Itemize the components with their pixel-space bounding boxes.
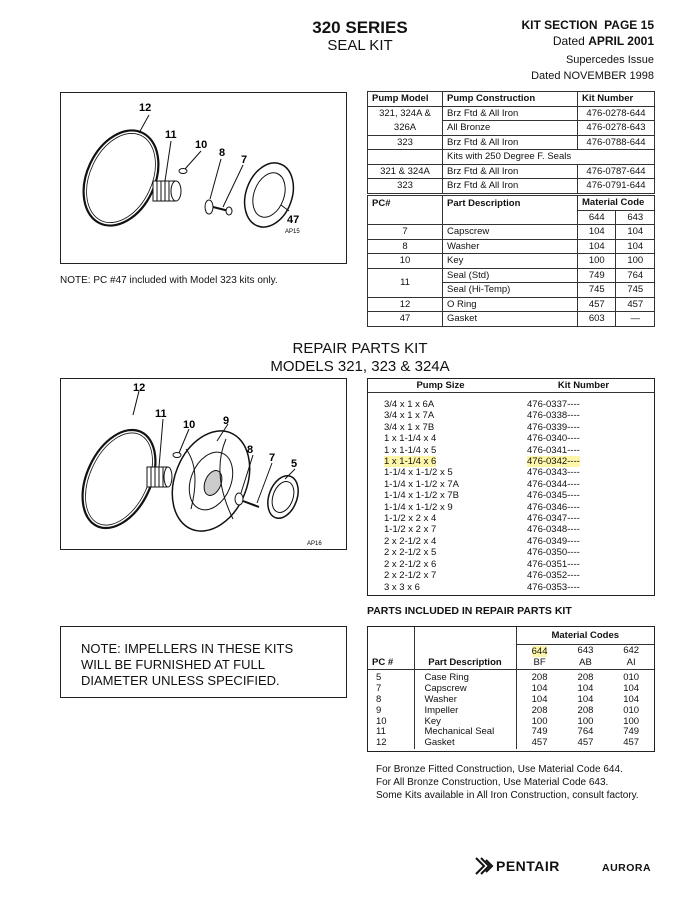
kit-number: 476-0346---- [527,501,580,513]
kit-number: 476-0350---- [527,547,580,559]
pc-number: 5 [368,670,414,684]
table-row [368,422,654,433]
seal-note: NOTE: PC #47 included with Model 323 kits only. [60,275,278,286]
repair-parts-table: Material Codes 644 643 642 PC # Part Description BF AB AI 5 Case Ring 208 208 010 7 Capscrew 104 104 104 8 Washer 104 104 104 9 Impeller 208 208 010 10 Key 100 100 100 11 Mechanical Seal 749 764 749 12 Gasket 457 457 457 [368,627,654,749]
repair-kit-diagram [60,378,347,550]
supercedes: Supercedes Issue [565,54,654,66]
table-row: Kits with 250 Degree F. Seals [368,150,655,165]
dated-value: APRIL 2001 [588,34,654,48]
code-644: 644 [531,645,548,657]
pump-size: 1-1/4 x 1-1/2 x 7B [384,490,459,502]
seal-kit-drawing [61,93,346,263]
pump-size: 3/4 x 1 x 6A [384,399,435,410]
repair-label-5: 5 [291,458,298,470]
kit-number: 476-0348---- [527,524,580,536]
col-pump-construction: Pump Construction [443,92,578,107]
col-part-description: Part Description [443,196,578,225]
col-part-description: Part Description [414,658,516,670]
pump-size: 1-1/4 x 1-1/2 x 7A [384,478,459,490]
part-description: Impeller [424,704,459,716]
table-row: 10 Key 100 100 [368,254,655,269]
seal-label-10: 10 [195,139,208,151]
pc-number: 11 [368,727,414,738]
col-pump-model: Pump Model [368,92,443,107]
pump-size: 1 x 1-1/4 x 6 [384,456,437,468]
table-row [368,536,654,547]
table-row [368,513,654,524]
pentair-logo-icon [474,856,494,876]
pump-size: 2 x 2-1/2 x 5 [384,547,437,559]
pump-size: 3/4 x 1 x 7A [384,410,435,422]
col-pc: PC# [368,196,443,225]
part-description: Key [424,715,441,727]
seal-label-12: 12 [139,102,152,114]
page-header-info [521,17,654,84]
table-row: 321, 324A & Brz Ftd & All Iron 476-0278-644 [368,106,655,121]
table-row: Seal (Hi-Temp) 745 745 [368,283,655,298]
table-row [368,524,654,535]
table-row: 5 Case Ring 208 208 010 [368,670,654,684]
table-row: 10 Key 100 100 100 [368,717,654,728]
col-kit-number: Kit Number [513,379,654,393]
part-description: Case Ring [424,672,469,684]
repair-label-9: 9 [223,415,230,427]
kit-section-label: KIT SECTION [521,18,598,32]
table-row: 12 O Ring 457 457 [368,297,655,312]
impeller-note: NOTE: IMPELLERS IN THESE KITS WILL BE FURNISHED AT FULL DIAMETER UNLESS SPECIFIED. [60,626,347,698]
seal-parts-table: PC# Part Description Material Code 644 643 7 Capscrew 104 104 8 Washer 104 104 10 Key 100 100 11 Seal (Std) 749 764 Seal (Hi-Temp) 745 745 12 O Ring 457 457 47 Gasket 603 — [367,195,655,327]
seal-kit-table [367,91,655,194]
pc-number: 10 [368,717,414,728]
table-row: 47 Gasket 603 — [368,312,655,327]
table-row: 326A All Bronze 476-0278-643 [368,121,655,136]
series-subtitle: SEAL KIT [327,37,393,54]
table-row [368,559,654,570]
table-row [368,582,654,593]
aurora-logo: AURORA [602,862,652,874]
table-row [368,433,654,444]
table-row [368,467,654,478]
pump-size: 1-1/2 x 2 x 4 [384,513,437,525]
table-row: 11 Seal (Std) 749 764 [368,268,655,283]
pump-size: 3/4 x 1 x 7B [384,421,435,433]
repair-kit-title: REPAIR PARTS KIT MODELS 321, 323 & 324A [270,340,450,375]
table-row [368,456,654,467]
seal-label-7: 7 [241,154,248,166]
table-row [368,547,654,558]
pump-size: 3 x 3 x 6 [384,581,420,593]
kit-number: 476-0341---- [527,444,580,456]
repair-label-12: 12 [133,382,146,394]
table-row: 7 Capscrew 104 104 [368,225,655,240]
table-row: 323 Brz Ftd & All Iron 476-0791-644 [368,179,655,194]
pc-number: 8 [368,695,414,706]
repair-diagram-code: AP16 [307,541,322,547]
table-row: 11 Mechanical Seal 749 764 749 [368,727,654,738]
col-material-code: Material Code [578,196,655,211]
seal-kit-diagram [60,92,347,264]
kit-number: 476-0352---- [527,570,580,582]
repair-label-8: 8 [247,444,254,456]
table-row [368,410,654,421]
kit-number: 476-0342---- [527,456,580,468]
col-pump-size: Pump Size [368,379,513,393]
part-description: Washer [424,693,457,705]
table-row [368,479,654,490]
table-row: 9 Impeller 208 208 010 [368,706,654,717]
pump-size: 2 x 2-1/2 x 6 [384,558,437,570]
repair-label-10: 10 [183,419,196,431]
kit-number: 476-0347---- [527,513,580,525]
dated-label: Dated [552,34,585,48]
pump-size: 2 x 2-1/2 x 7 [384,570,437,582]
table-row [368,445,654,456]
repair-label-7: 7 [269,452,276,464]
pc-number: 9 [368,706,414,717]
material-footnotes: For Bronze Fitted Construction, Use Material Code 644. For All Bronze Construction, Use Material Code 643. Some Kits available in All Iron Construction, consult factory. [376,764,639,801]
table-row [368,570,654,581]
seal-label-8: 8 [219,147,226,159]
pump-size-table [368,379,654,593]
kit-number: 476-0340---- [527,433,580,445]
code-642: 642 [623,644,640,656]
kit-number: 476-0353---- [527,581,580,593]
table-row: 7 Capscrew 104 104 104 [368,684,654,695]
kit-number: 476-0338---- [527,410,580,422]
pump-size: 1 x 1-1/4 x 5 [384,444,437,456]
seal-diagram-code: AP15 [285,229,300,235]
kit-number: 476-0343---- [527,467,580,479]
col-pc: PC # [368,658,414,670]
pump-size: 1 x 1-1/4 x 4 [384,433,437,445]
pump-size: 1-1/4 x 1-1/2 x 5 [384,467,453,479]
page-label: PAGE [604,18,638,32]
kit-number: 476-0349---- [527,535,580,547]
kit-number: 476-0351---- [527,558,580,570]
table-row: 323 Brz Ftd & All Iron 476-0788-644 [368,135,655,150]
pc-number: 12 [368,738,414,749]
table-row [368,502,654,513]
kit-number: 476-0337---- [527,399,580,410]
pump-size: 1-1/4 x 1-1/2 x 9 [384,501,453,513]
repair-kit-drawing [61,379,346,549]
seal-label-11: 11 [165,129,177,141]
page-number: 15 [640,18,654,32]
repair-parts-table-box [367,626,655,752]
kit-number: 476-0345---- [527,490,580,502]
table-row: 8 Washer 104 104 [368,239,655,254]
table-row: 321 & 324A Brz Ftd & All Iron 476-0787-644 [368,164,655,179]
seal-label-47: 47 [287,214,300,226]
kit-number: 476-0344---- [527,478,580,490]
supercedes-date: Dated NOVEMBER 1998 [531,70,654,82]
pentair-logo: PENTAIR [496,858,560,874]
table-row: 8 Washer 104 104 104 [368,695,654,706]
series-title: 320 SERIES [312,18,408,37]
pump-size: 1-1/2 x 2 x 7 [384,524,437,536]
pump-size-table-box [367,378,655,596]
parts-included-title: PARTS INCLUDED IN REPAIR PARTS KIT [367,605,572,617]
table-row [368,490,654,501]
table-row: 12 Gasket 457 457 457 [368,738,654,749]
table-row [368,393,654,411]
kit-number: 476-0339---- [527,421,580,433]
code-643: 643 [577,644,594,656]
repair-label-11: 11 [155,408,167,420]
pump-size: 2 x 2-1/2 x 4 [384,535,437,547]
col-kit-number: Kit Number [578,92,655,107]
part-description: Capscrew [424,683,467,695]
pc-number: 7 [368,684,414,695]
material-codes-label: Material Codes [516,627,654,644]
part-description: Mechanical Seal [424,726,495,738]
part-description: Gasket [424,737,455,749]
